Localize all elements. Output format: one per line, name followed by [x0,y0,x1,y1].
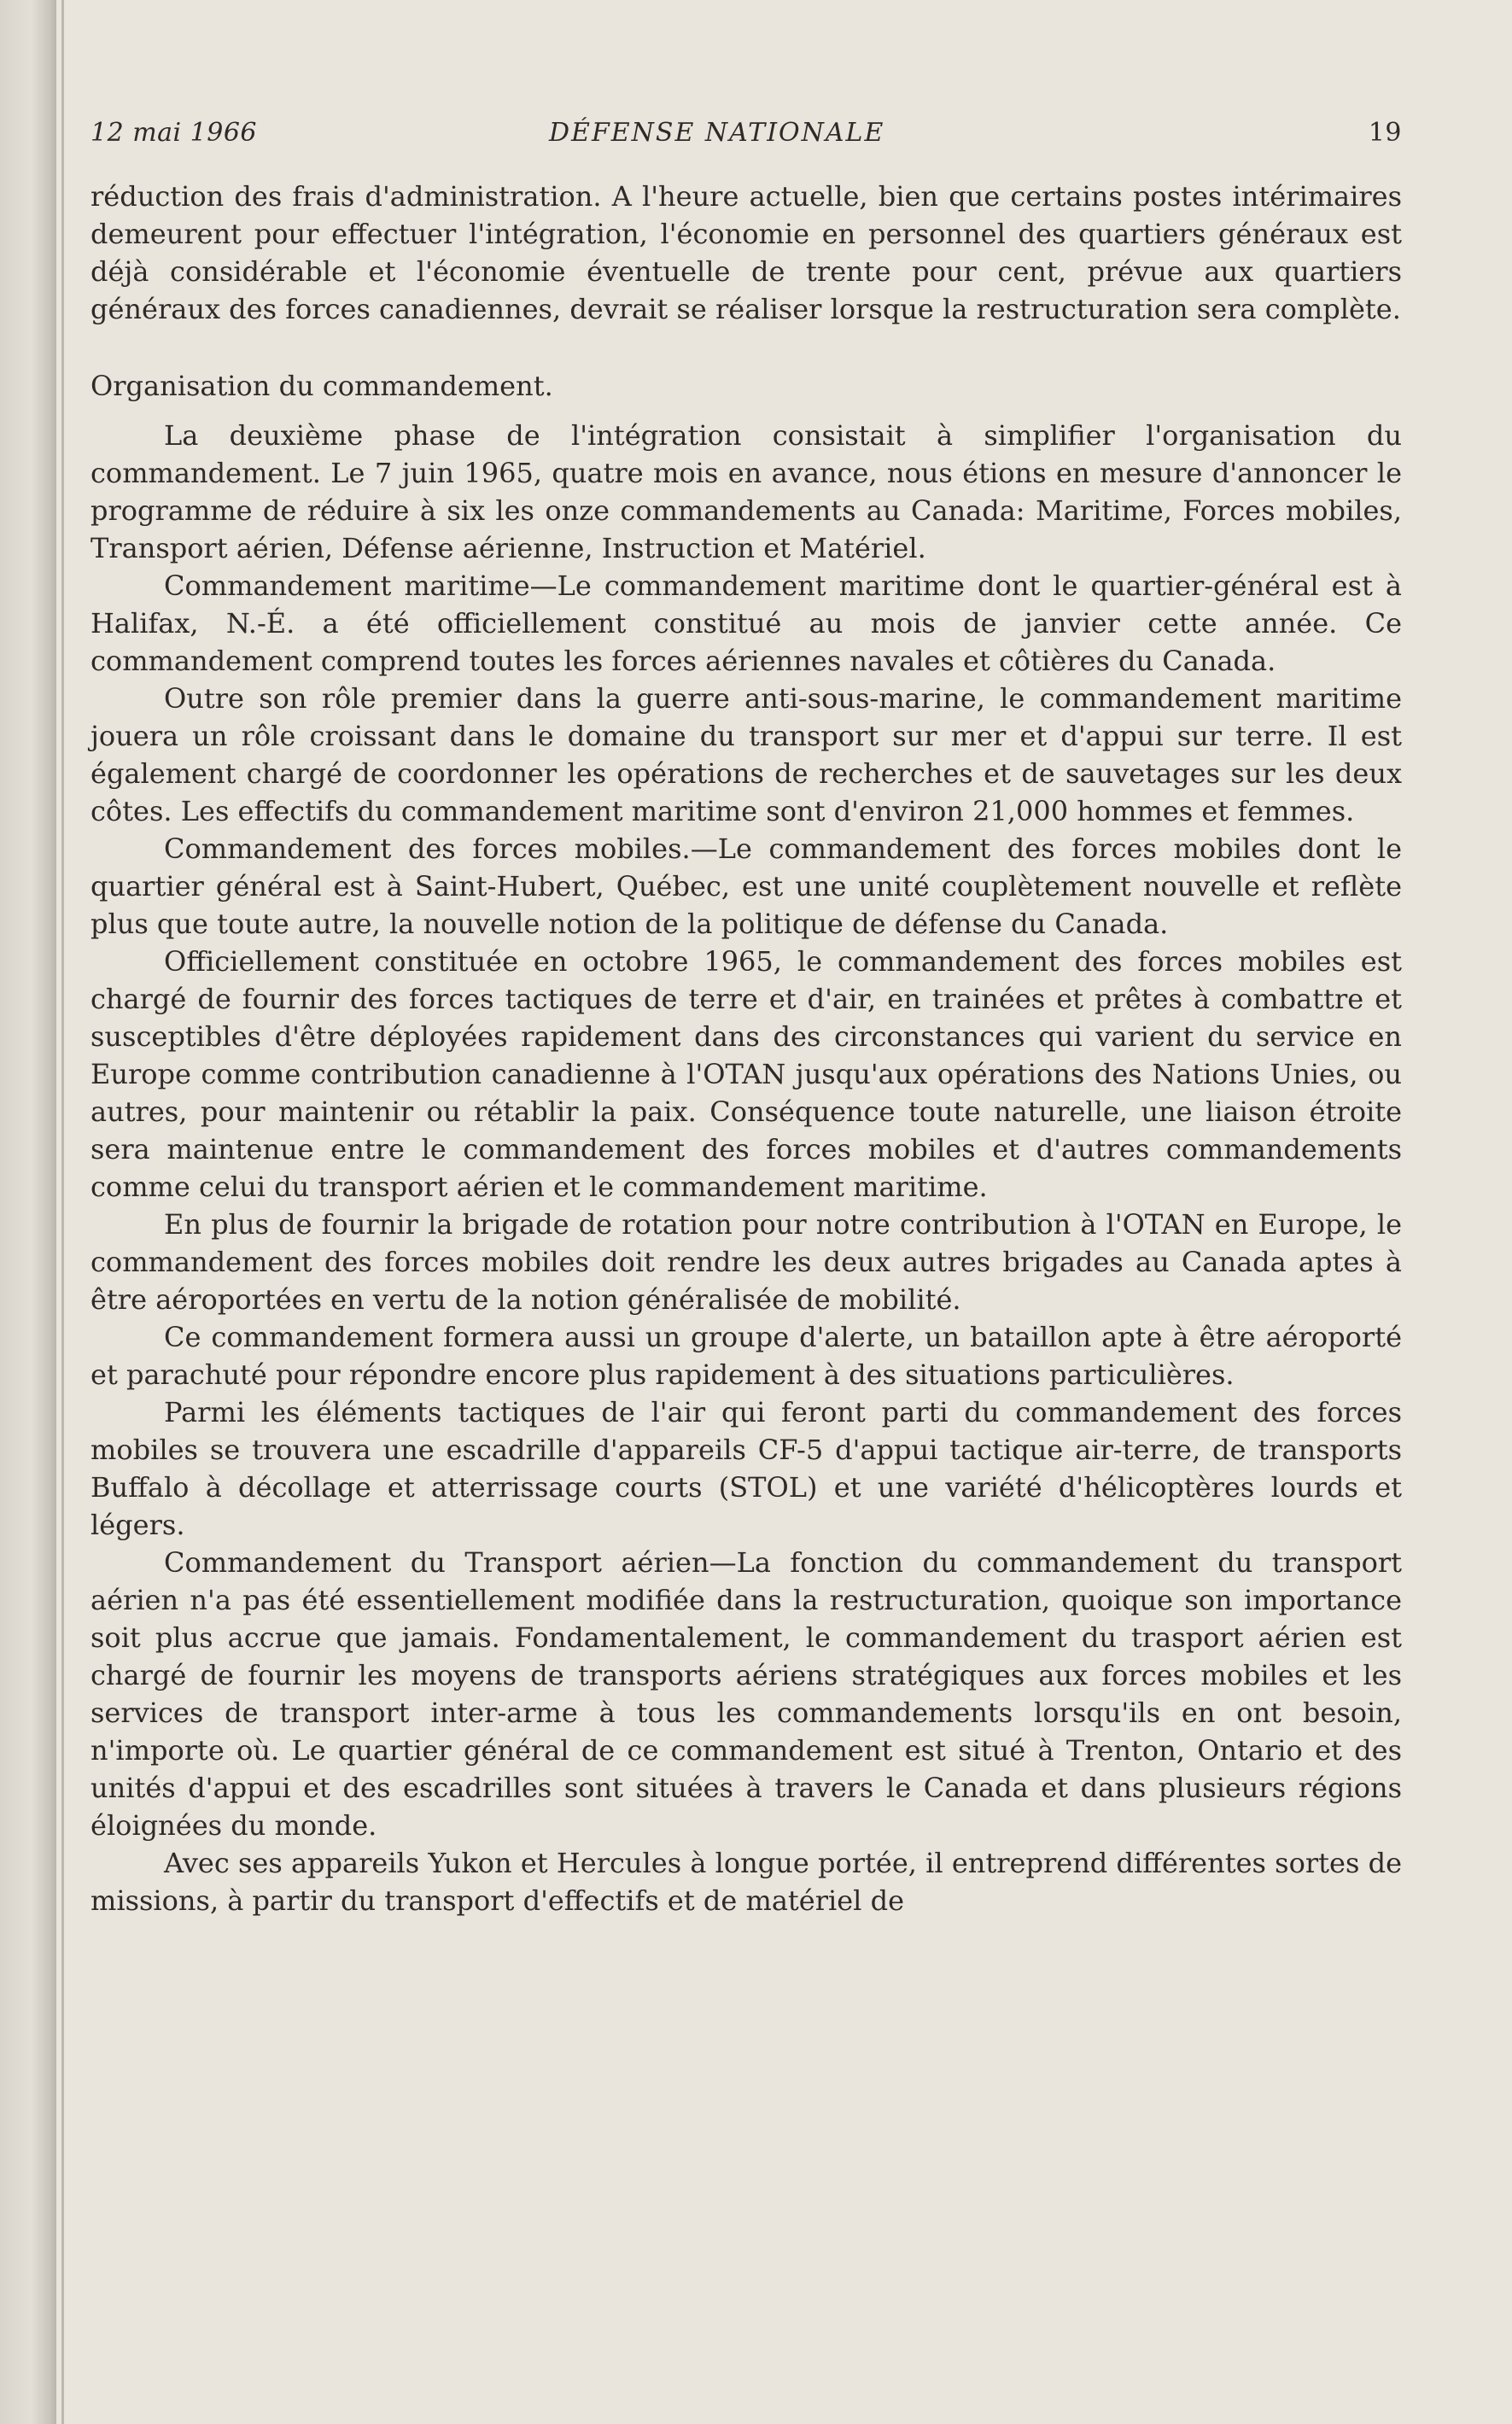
paragraph: Officiellement constituée en octobre 1965, le commandement des forces mobiles est chargé de fournir des forces tactiques de terre et d'air, en trainées et prêtes à combattre et susceptibles d'être déployées rapidement dans des circonstances qui varient du service en Europe comme contribution canadienne à l'OTAN jusqu'aux opérations des Nations Unies, ou autres, pour maintenir ou rétablir la paix. Conséquence toute naturelle, une liaison étroite sera maintenue entre le commandement des forces mobiles et d'autres commandements comme celui du transport aérien et le commandement maritime. [90,945,1402,1203]
running-header [90,111,1402,162]
paragraph: Parmi les éléments tactiques de l'air qui feront parti du commandement des forces mobiles se trouvera une escadrille d'appareils CF-5 d'appui tactique air-terre, de transports Buffalo à décollage et atterrissage courts (STOL) et une variété d'hélicoptères lourds et légers. [90,1396,1402,1541]
paragraph: Commandement du Transport aérien—La fonction du commandement du transport aérien n'a pas été essentiellement modifiée dans la restructuration, quoique son importance soit plus accrue que jamais. Fondamentalement, le commandement du trasport aérien est chargé de fournir les moyens de transports aériens stratégiques aux forces mobiles et les services de transport inter-arme à tous les commandements lorsqu'ils en ont besoin, n'importe où. Le quartier général de ce commandement est situé à Trenton, Ontario et des unités d'appui et des escadrilles sont situées à travers le Canada et dans plusieurs régions éloignées du monde. [90,1546,1402,1842]
paragraph: En plus de fournir la brigade de rotation pour notre contribution à l'OTAN en Europe, le commandement des forces mobiles doit rendre les deux autres brigades au Canada aptes à être aéroportées en vertu de la notion généralisée de mobilité. [90,1208,1402,1316]
paragraph: réduction des frais d'administration. A l'heure actuelle, bien que certains postes intérimaires demeurent pour effectuer l'intégration, l'économie en personnel des quartiers généraux est déjà considérable et l'économie éventuelle de trente pour cent, prévue aux quartiers généraux des forces canadiennes, devrait se réaliser lorsque la restructuration sera complète. [90,180,1402,325]
document-page [90,111,1402,1919]
body-text [90,178,1402,1919]
page-number: 19 [1368,118,1402,148]
paragraph: La deuxième phase de l'intégration consistait à simplifier l'organisation du commandement. Le 7 juin 1965, quatre mois en avance, nous étions en mesure d'annoncer le programme de réduire à six les onze commandements au Canada: Maritime, Forces mobiles, Transport aérien, Défense aérienne, Instruction et Matériel. [90,419,1402,564]
paragraph: Ce commandement formera aussi un groupe d'alerte, un bataillon apte à être aéroporté et parachuté pour répondre encore plus rapidement à des situations particulières. [90,1321,1402,1391]
header-date: 12 mai 1966 [90,118,258,148]
paragraph: Commandement des forces mobiles.—Le commandement des forces mobiles dont le quartier général est à Saint-Hubert, Québec, est une unité couplètement nouvelle et reflète plus que toute autre, la nouvelle notion de la politique de défense du Canada. [90,832,1402,940]
header-title: DÉFENSE NATIONALE [549,118,885,148]
binding-gutter-line [61,0,64,2424]
paragraph: Avec ses appareils Yukon et Hercules à longue portée, il entreprend différentes sortes de missions, à partir du transport d'effectifs et de matériel de [90,1847,1402,1917]
paragraph: Commandement maritime—Le commandement maritime dont le quartier-général est à Halifax, N.-É. a été officiellement constitué au mois de janvier cette année. Ce commandement comprend toutes les forces aériennes navales et côtières du Canada. [90,569,1402,677]
paragraph: Outre son rôle premier dans la guerre anti-sous-marine, le commandement maritime jouera un rôle croissant dans le domaine du transport sur mer et d'appui sur terre. Il est également chargé de coordonner les opérations de recherches et de sauvetages sur les deux côtes. Les effectifs du commandement maritime sont d'environ 21,000 hommes et femmes. [90,682,1402,827]
book-binding-edge [0,0,56,2424]
section-heading: Organisation du commandement. [90,370,553,402]
